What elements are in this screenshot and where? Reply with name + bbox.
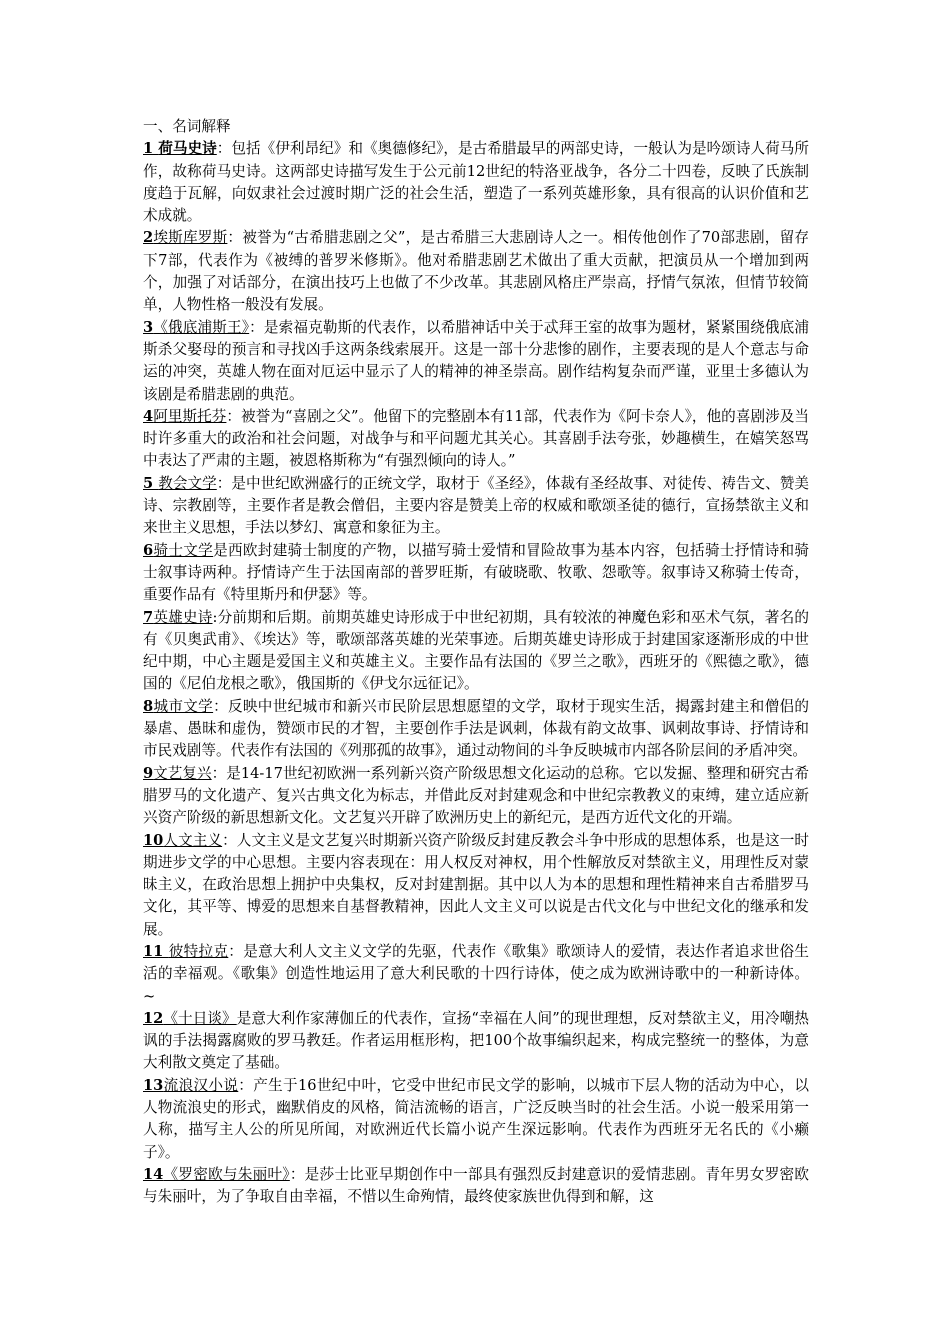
- entry-separator: ：: [289, 1165, 305, 1183]
- entry-text: 人文主义是文艺复兴时期新兴资产阶级反封建反教会斗争中形成的思想体系，也是这一时期进步文学的中心思想。主要内容表现在：用人权反对神权，用个性解放反对禁欲主义，用理性反对蒙昧主义，在政治思想上拥护中央集权，反对封建割据。其中以人为本的思想和理性精神来自古希腊罗马文化，其平等、博爱的思想来自基督教精神，因此人文主义可以说是古代文化与中世纪文化的继承和发展。: [143, 831, 809, 938]
- entry-number: 13: [143, 1076, 164, 1094]
- entry-separator: ：: [216, 474, 232, 492]
- entry-term: 骑士文学: [153, 541, 214, 559]
- entry-number: 8: [143, 697, 154, 715]
- entry-number: 9: [143, 764, 154, 782]
- entry-3: [143, 317, 809, 406]
- entry-2: [143, 227, 809, 316]
- entry-number: 7: [143, 608, 154, 626]
- entry-number: 10: [143, 831, 164, 849]
- entry-text: 是中世纪欧洲盛行的正统文学，取材于《圣经》，体裁有圣经故事、对徒传、祷告文、赞美诗、宗教剧等，主要作者是教会僧侣，主要内容是赞美上帝的权威和歌颂圣徒的德行，宣扬禁欲主义和来世主义思想，手法以梦幻、寓意和象征为主。: [143, 474, 809, 537]
- entry-9: [143, 763, 809, 830]
- entry-12: [143, 1008, 809, 1075]
- entry-number: 11: [143, 942, 169, 960]
- entry-text: 产生于16世纪中叶，它受中世纪市民文学的影响，以城市下层人物的活动为中心，以人物流浪史的形式，幽默俏皮的风格，简洁流畅的语言，广泛反映当时的社会生活。小说一般采用第一人称，描写主人公的所见所闻，对欧洲近代长篇小说产生深远影响。代表作为西班牙无名氏的《小癞子》。: [143, 1076, 809, 1161]
- entry-text: 被誉为“古希腊悲剧之父”，是古希腊三大悲剧诗人之一。相传他创作了70部悲剧，留存下7部，代表作为《被缚的普罗米修斯》。他对希腊悲剧艺术做出了重大贡献，把演员从一个增加到两个，加强了对话部分，在演出技巧上也做了不少改革。其悲剧风格庄严崇高，抒情气氛浓，但情节较简单，人物性格一般没有发展。: [143, 229, 809, 314]
- entry-text: 包括《伊利昂纪》和《奥德修纪》，是古希腊最早的两部史诗，一般认为是吟颂诗人荷马所作，故称荷马史诗。这两部史诗描写发生于公元前12世纪的特洛亚战争，各分二十四卷，反映了氏族制度趋于瓦解，向奴隶社会过渡时期广泛的社会生活，塑造了一系列英雄形象，具有很高的认识价值和艺术成就。: [143, 140, 809, 225]
- entry-text: 被誉为“喜剧之父”。他留下的完整剧本有11部，代表作为《阿卡奈人》，他的喜剧涉及当时许多重大的政治和社会问题，对战争与和平问题尤其关心。其喜剧手法夸张，妙趣横生，在嬉笑怒骂中表达了严肃的主题，被恩格斯称为“有强烈倾向的诗人。”: [143, 407, 809, 470]
- entry-text: 分前期和后期。前期英雄史诗形成于中世纪初期，具有较浓的神魔色彩和巫术气氛，著名的有《贝奥武甫》、《埃达》等，歌颂部落英雄的光荣事迹。后期英雄史诗形成于封建国家逐渐形成的中世纪中期，中心主题是爱国主义和英雄主义。主要作品有法国的《罗兰之歌》，西班牙的《熙德之歌》，德国的《尼伯龙根之歌》，俄国斯的《伊戈尔远征记》。: [143, 608, 809, 693]
- entry-term: 彼特拉克: [168, 942, 229, 960]
- entry-4: [143, 406, 809, 473]
- entry-text: 是意大利人文主义文学的先驱，代表作《歌集》歌颂诗人的爱情，表达作者追求世俗生活的幸福观。《歌集》创造性地运用了意大利民歌的十四行诗体，使之成为欧洲诗歌中的一种新诗体。 ~: [143, 942, 809, 1005]
- entry-term: 城市文学: [153, 697, 214, 715]
- entry-term: 阿里斯托芬: [153, 407, 227, 425]
- entry-separator: ：: [227, 229, 243, 247]
- entry-number: 3: [143, 318, 154, 336]
- entry-separator: ：: [249, 318, 264, 336]
- entry-11: [143, 941, 809, 1008]
- entry-term: 《十日谈》: [163, 1009, 237, 1027]
- entry-term: 埃斯库罗斯: [153, 229, 228, 247]
- entry-term: 文艺复兴: [153, 764, 212, 782]
- entry-number: 2: [143, 229, 154, 247]
- entry-text: 是意大利作家薄伽丘的代表作，宣扬“幸福在人间”的现世理想，反对禁欲主义，用冷嘲热讽的手法揭露腐败的罗马教廷。作者运用框形构，把100个故事编织起来，构成完整统一的整体，为意大利散文奠定了基础。: [143, 1009, 809, 1072]
- entry-separator: :: [212, 608, 218, 626]
- entry-7: [143, 607, 809, 696]
- entry-number: 4: [143, 407, 154, 425]
- entry-text: 是14-17世纪初欧洲一系列新兴资产阶级思想文化运动的总称。它以发掘、整理和研究古希腊罗马的文化遗产、复兴古典文化为标志，并借此反对封建观念和中世纪宗教教义的束缚，建立适应新兴资产阶级的新思想新文化。文艺复兴开辟了欧洲历史上的新纪元，是西方近代文化的开端。: [143, 764, 809, 827]
- entry-8: [143, 696, 809, 763]
- entry-text: 是莎士比亚早期创作中一部具有强烈反封建意识的爱情悲剧。青年男女罗密欧与朱丽叶，为了争取自由幸福，不惜以生命殉情，最终使家族世仇得到和解，这: [143, 1165, 809, 1206]
- entry-text: 是西欧封建骑士制度的产物，以描写骑士爱情和冒险故事为基本内容，包括骑士抒情诗和骑士叙事诗两种。抒情诗产生于法国南部的普罗旺斯，有破晓歌、牧歌、怨歌等。叙事诗又称骑士传奇，重要作品有《特里斯丹和伊瑟》等。: [143, 541, 809, 604]
- entry-5: [143, 473, 809, 540]
- entry-separator: ：: [222, 831, 237, 849]
- entry-10: [143, 830, 809, 941]
- entry-text: 是索福克勒斯的代表作，以希腊神话中关于忒拜王室的故事为题材，紧紧围绕俄底浦斯杀父娶母的预言和寻找凶手这两条线索展开。这是一部十分悲惨的剧作，主要表现的是人个意志与命运的冲突，英雄人物在面对厄运中显示了人的精神的神圣崇高。剧作结构复杂而严谨，亚里士多德认为该剧是希腊悲剧的典范。: [143, 318, 809, 403]
- entry-separator: ：: [213, 697, 228, 715]
- entry-term: 荷马史诗: [158, 140, 217, 158]
- entry-term: 流浪汉小说: [163, 1076, 239, 1094]
- section-title: 一、名词解释: [143, 118, 231, 135]
- entry-number: 5: [143, 474, 159, 492]
- entry-separator: ：: [228, 942, 244, 960]
- entry-term: 人文主义: [163, 831, 223, 849]
- entry-term: 《俄底浦斯王》: [153, 318, 250, 336]
- entry-separator: ：: [226, 407, 242, 425]
- entry-number: 6: [143, 541, 154, 559]
- entry-6: [143, 540, 809, 607]
- entry-13: [143, 1075, 809, 1164]
- entry-term: 《罗密欧与朱丽叶》: [163, 1165, 290, 1183]
- entry-number: 14: [143, 1165, 164, 1183]
- entry-term: 教会文学: [158, 474, 217, 492]
- entry-number: 1: [143, 140, 159, 158]
- entry-separator: ：: [211, 764, 227, 782]
- entry-text: 反映中世纪城市和新兴市民阶层思想愿望的文学，取材于现实生活，揭露封建主和僧侣的暴虐、愚昧和虚伪，赞颂市民的才智，主要创作手法是讽刺，体裁有韵文故事、讽刺故事诗、抒情诗和市民戏剧等。代表作有法国的《列那孤的故事》，通过动物间的斗争反映城市内部各阶层间的矛盾冲突。: [143, 697, 809, 760]
- entry-14: [143, 1164, 809, 1209]
- entry-separator: ：: [216, 140, 232, 158]
- entry-separator: ：: [238, 1076, 254, 1094]
- entry-term: 英雄史诗: [153, 608, 213, 626]
- document-page: [143, 116, 809, 1209]
- entry-number: 12: [143, 1009, 164, 1027]
- entry-1: [143, 138, 809, 227]
